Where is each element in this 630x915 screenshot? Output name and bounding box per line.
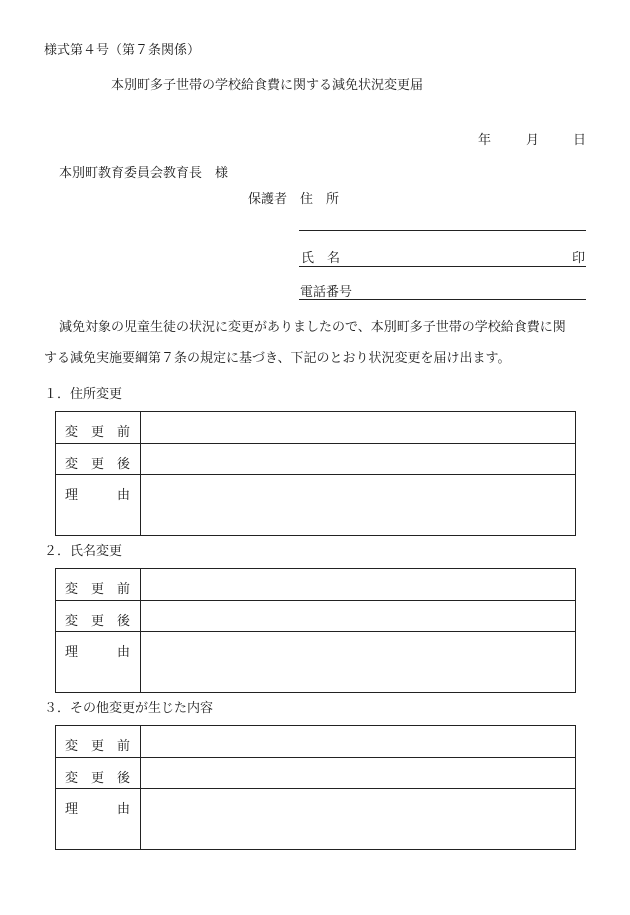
row-label-before: 変 更 前 <box>56 726 141 757</box>
table-row <box>56 600 575 631</box>
other-reason-input[interactable] <box>141 789 575 849</box>
section-1-table <box>55 411 576 536</box>
table-row <box>56 474 575 535</box>
seal-mark: 印 <box>572 251 586 266</box>
form-number: 様式第４号（第７条関係） <box>44 43 201 58</box>
address-field-line[interactable] <box>299 230 586 231</box>
name-field-line[interactable] <box>299 266 586 267</box>
table-row <box>56 726 575 757</box>
table-row <box>56 412 575 443</box>
body-text-line-2: する減免実施要綱第７条の規定に基づき、下記のとおり状況変更を届け出ます。 <box>44 351 511 366</box>
name-reason-input[interactable] <box>141 632 575 692</box>
name-before-input[interactable] <box>141 569 575 600</box>
row-label-reason: 理 由 <box>56 789 141 849</box>
section-2-heading: ２．氏名変更 <box>44 544 123 559</box>
guardian-label: 保護者 <box>248 192 288 207</box>
name-label: 氏 名 <box>301 251 341 266</box>
date-year-label: 年 <box>478 133 492 148</box>
phone-label: 電話番号 <box>300 285 353 300</box>
other-after-input[interactable] <box>141 758 575 788</box>
section-3-table <box>55 725 576 850</box>
table-row <box>56 788 575 849</box>
form-title: 本別町多子世帯の学校給食費に関する減免状況変更届 <box>111 78 424 93</box>
row-label-after: 変 更 後 <box>56 601 141 631</box>
table-row <box>56 569 575 600</box>
row-label-reason: 理 由 <box>56 632 141 692</box>
addressee: 本別町教育委員会教育長 様 <box>59 166 229 181</box>
date-month-label: 月 <box>526 133 540 148</box>
name-after-input[interactable] <box>141 601 575 631</box>
row-label-before: 変 更 前 <box>56 569 141 600</box>
section-2-table <box>55 568 576 693</box>
table-row <box>56 631 575 692</box>
table-row <box>56 443 575 474</box>
phone-field-line[interactable] <box>299 299 586 300</box>
row-label-after: 変 更 後 <box>56 758 141 788</box>
row-label-reason: 理 由 <box>56 475 141 535</box>
section-3-heading: ３．その他変更が生じた内容 <box>44 701 214 716</box>
section-1-heading: １．住所変更 <box>44 387 123 402</box>
date-day-label: 日 <box>573 133 587 148</box>
address-reason-input[interactable] <box>141 475 575 535</box>
table-row <box>56 757 575 788</box>
row-label-after: 変 更 後 <box>56 444 141 474</box>
address-label: 住 所 <box>300 192 340 207</box>
address-before-input[interactable] <box>141 412 575 443</box>
row-label-before: 変 更 前 <box>56 412 141 443</box>
body-text-line-1: 減免対象の児童生徒の状況に変更がありましたので、本別町多子世帯の学校給食費に関 <box>59 320 566 335</box>
address-after-input[interactable] <box>141 444 575 474</box>
other-before-input[interactable] <box>141 726 575 757</box>
